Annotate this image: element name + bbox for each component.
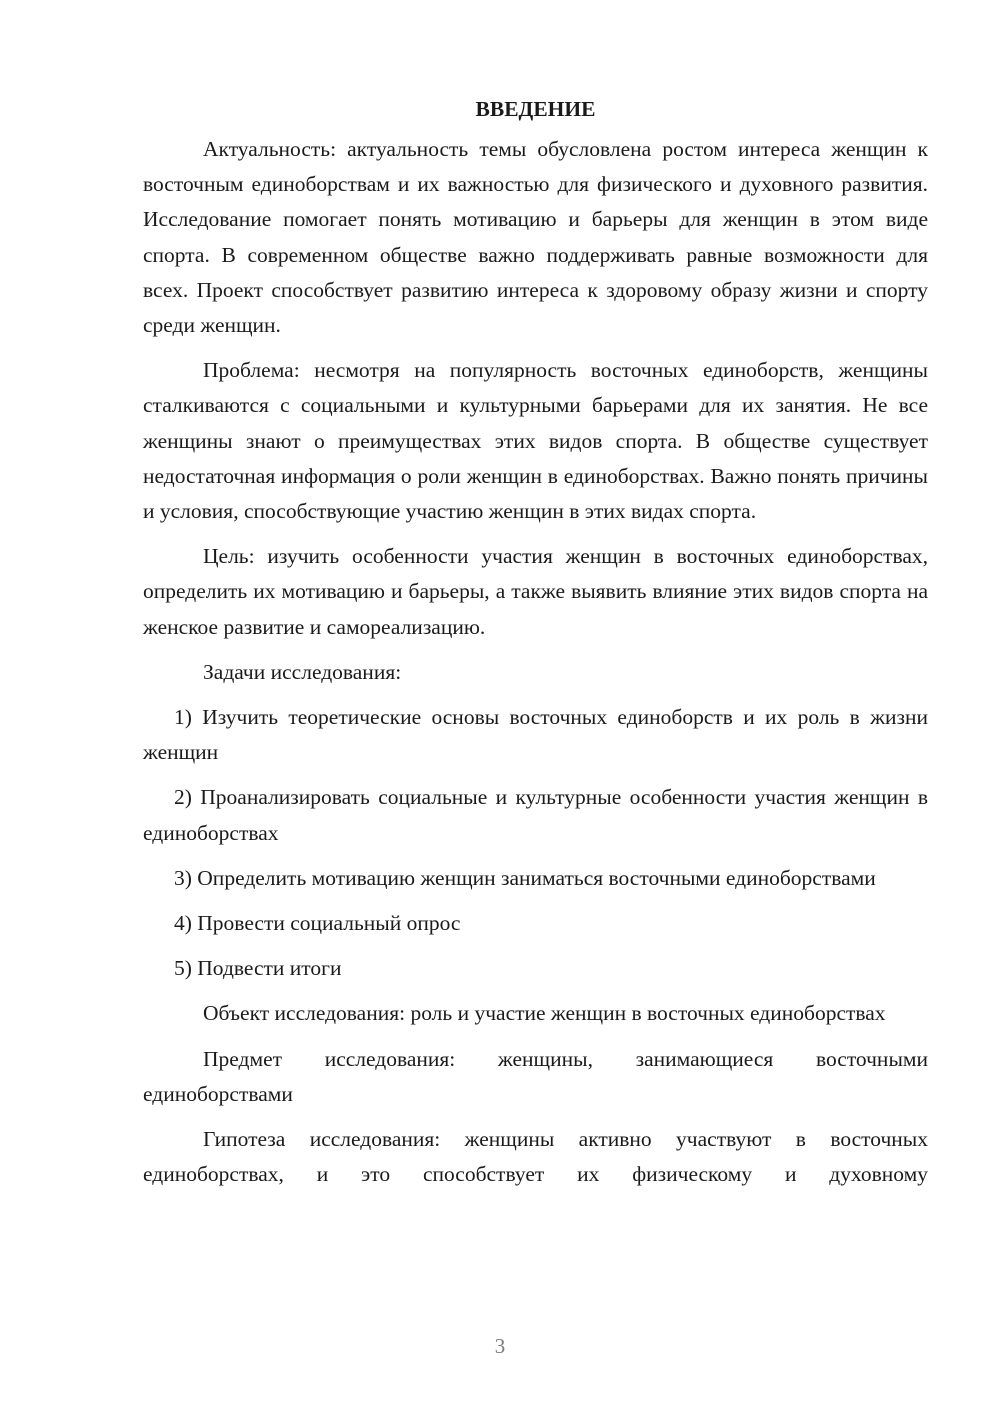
section-title: ВВЕДЕНИЕ bbox=[475, 97, 596, 121]
task-item-2: 2) Проанализировать социальные и культурные особенности участия женщин в единоборствах bbox=[143, 785, 928, 845]
paragraph-goal: Цель: изучить особенности участия женщин в восточных единоборствах, определить их мотивацию и барьеры, а также выявить влияние этих видов спорта на женское развитие и самореализацию. bbox=[143, 544, 928, 639]
paragraph-relevance: Актуальность: актуальность темы обусловлена ростом интереса женщин к восточным единоборствам и их важностью для физического и духовного развития. Исследование помогает понять мотивацию и барьеры для женщин в этом виде спорта. В современном обществе важно поддерживать равные возможности для всех. Проект способствует развитию интереса к здоровому образу жизни и спорту среди женщин. bbox=[143, 137, 928, 338]
paragraph-object: Объект исследования: роль и участие женщин в восточных единоборствах bbox=[203, 1001, 886, 1026]
task-item-5: 5) Подвести итоги bbox=[174, 956, 342, 981]
page-number: 3 bbox=[494, 1334, 506, 1358]
paragraph-subject: Предмет исследования: женщины, занимающиеся восточными единоборствами bbox=[143, 1046, 928, 1106]
paragraph-hypothesis: Гипотеза исследования: женщины активно участвуют в восточных единоборствах, и это способствует их физическому и духовному bbox=[143, 1127, 928, 1187]
task-item-3: 3) Определить мотивацию женщин заниматься восточными единоборствами bbox=[174, 865, 876, 890]
paragraph-problem: Проблема: несмотря на популярность восточных единоборств, женщины сталкиваются с социальными и культурными барьерами для их занятия. Не все женщины знают о преимуществах этих видов спорта. В обществе существует недостаточная информация о роли женщин в единоборствах. Важно понять причины и условия, способствующие участию женщин в этих видах спорта. bbox=[143, 358, 928, 524]
task-item-1: 1) Изучить теоретические основы восточных единоборств и их роль в жизни женщин bbox=[143, 705, 928, 765]
task-item-4: 4) Провести социальный опрос bbox=[174, 911, 461, 936]
paragraph-tasks-heading: Задачи исследования: bbox=[203, 659, 402, 684]
document-page bbox=[143, 92, 928, 1202]
